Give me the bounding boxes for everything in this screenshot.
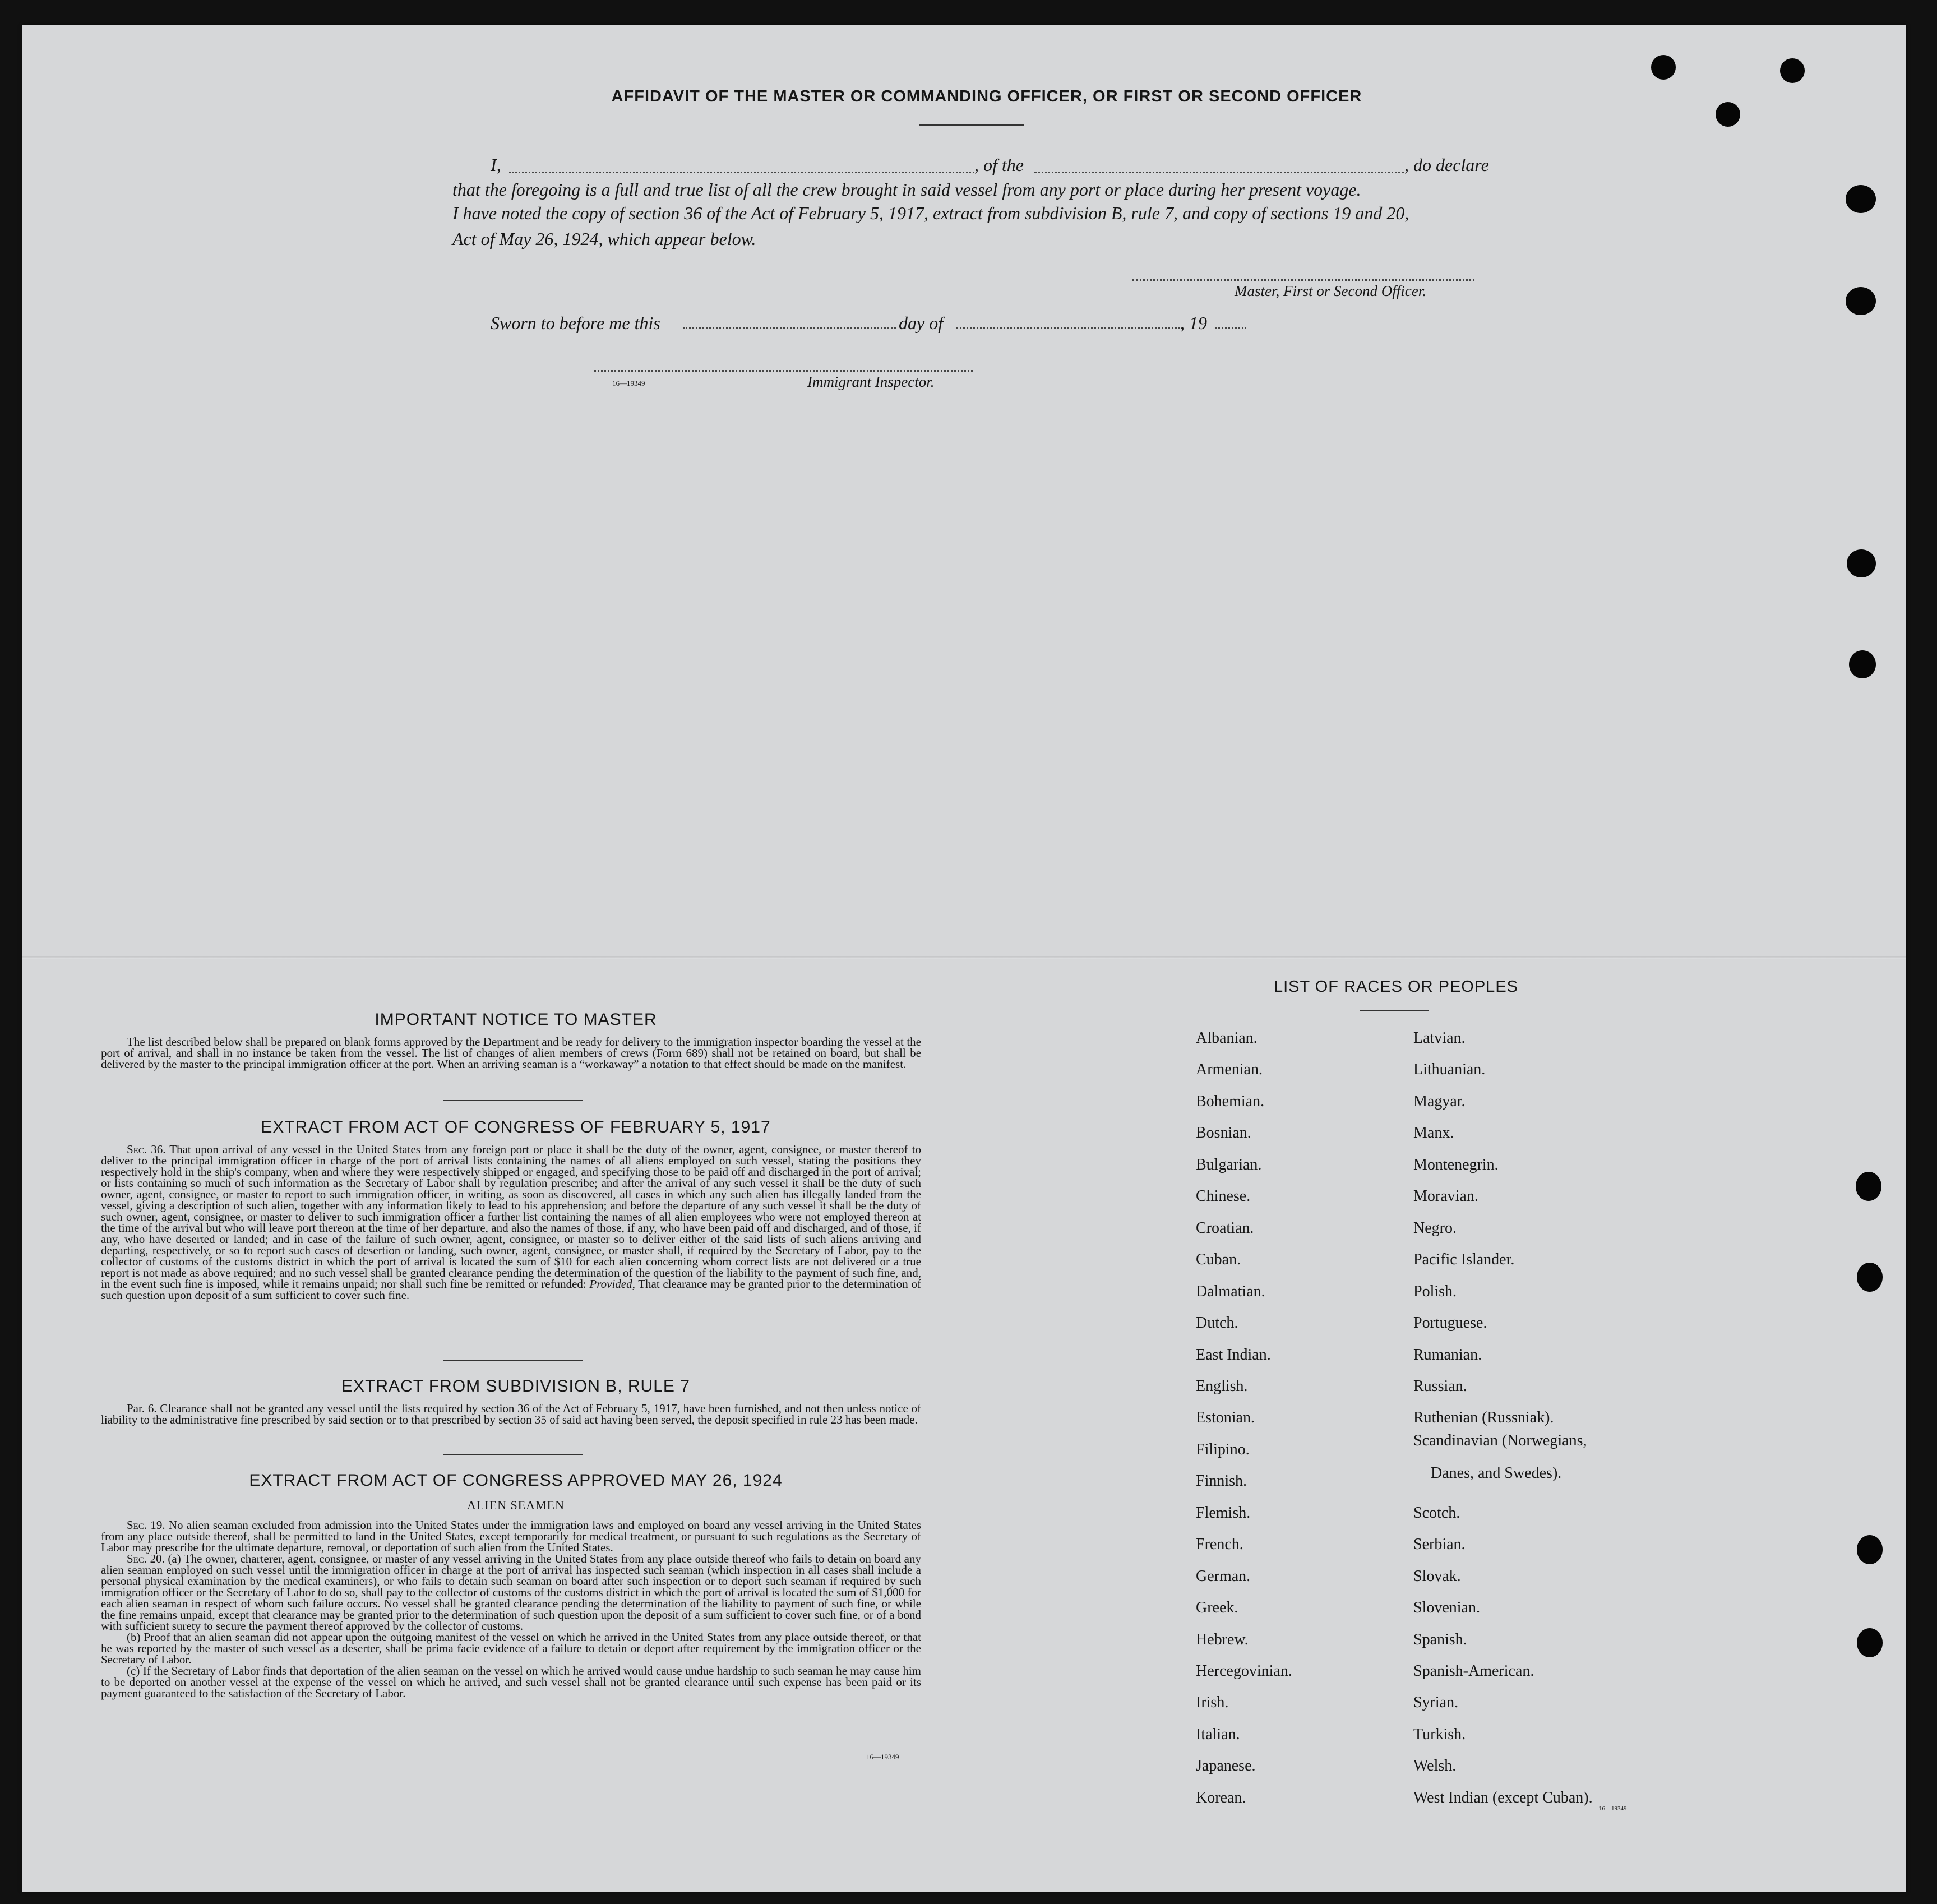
race-item: Spanish. <box>1413 1631 1467 1648</box>
race-item: Armenian. <box>1196 1061 1263 1078</box>
race-item: East Indian. <box>1196 1346 1271 1364</box>
race-item: Portuguese. <box>1413 1314 1487 1332</box>
race-item: Scotch. <box>1413 1504 1460 1522</box>
race-item: Syrian. <box>1413 1694 1459 1711</box>
binder-hole <box>1857 1263 1883 1292</box>
binder-hole <box>1849 650 1876 678</box>
binder-hole <box>1857 1628 1883 1657</box>
extract-1917-title: EXTRACT FROM ACT OF CONGRESS OF FEBRUARY 5, 1917 <box>261 1118 771 1136</box>
race-item: Magyar. <box>1413 1093 1466 1110</box>
race-item: Estonian. <box>1196 1409 1255 1426</box>
race-item-continuation: Danes, and Swedes). <box>1431 1464 1562 1482</box>
race-item: Serbian. <box>1413 1536 1466 1553</box>
race-item: Polish. <box>1413 1283 1457 1300</box>
race-item: Slovenian. <box>1413 1599 1480 1616</box>
sec-20a-body: (a) The owner, charterer, agent, consignee, or master of any vessel arriving in the United States from any place outside thereof who fails to detain on board any alien seaman employed on such vessel until the immigration officer in charge at the port of arrival has inspected such seaman (which inspection in all cases shall include a personal physical examination by the medical examiners), or who fails to detain such seaman on board after such inspection or to deport such seaman if required by such immigration officer or the Secretary of Labor to do so, shall pay to the collector of customs of the customs district in which the port of arrival is located the sum of $1,000 for each alien seaman in respect of whom such failure occurs. No vessel shall be granted clearance pending the determination of the liability to payment of such fine, or while the fine remains unpaid, except that clearance may be granted prior to the determination of such question upon the deposit of a sum sufficient to cover such fine, or of a bond with sufficient surety to secure the payment thereof approved by the collector of customs. <box>101 1552 921 1633</box>
binder-hole <box>1857 1535 1883 1564</box>
signature-caption: Master, First or Second Officer. <box>1235 283 1426 299</box>
extract-1924-text <box>101 1519 921 1699</box>
race-item: Bohemian. <box>1196 1093 1265 1110</box>
race-item: Pacific Islander. <box>1413 1251 1515 1268</box>
race-item: Albanian. <box>1196 1029 1258 1047</box>
sec-20c-body: (c) If the Secretary of Labor finds that deportation of the alien seaman on the vessel on which he arrived would cause undue hardship to such seaman he may cause him to be deported on another vessel at the expense of the vessel on which he arrived, and such vessel shall not be granted clearance until such expense has been paid or its payment guaranteed to the satisfaction of the Secretary of Labor. <box>101 1664 921 1700</box>
alien-seamen-subtitle: ALIEN SEAMEN <box>467 1498 565 1512</box>
race-item: Korean. <box>1196 1789 1246 1806</box>
provided-word: Provided, <box>589 1277 635 1291</box>
notice-paragraph: The list described below shall be prepared on blank forms approved by the Department and be ready for delivery to the immigration inspector boarding the vessel at the port of arrival, and shall in no instance be taken from the vessel. The list of changes of alien members of crews (Form 689) shall not be retained on board, but shall be delivered by the master to the principal immigration officer at the port. When an arriving seaman is a “workaway” a notation to that effect should be made on the manifest. <box>101 1035 921 1071</box>
race-item: Slovak. <box>1413 1568 1461 1585</box>
extract-1917-text <box>101 1144 921 1301</box>
sworn-year-blank <box>1215 327 1246 329</box>
section-divider <box>443 1454 583 1455</box>
binder-hole <box>1780 58 1805 83</box>
race-item: Negro. <box>1413 1219 1457 1237</box>
notice-text <box>101 1036 921 1070</box>
sec-36-label: Sec. 36. <box>127 1143 166 1156</box>
sworn-year: , 19 <box>1180 313 1207 333</box>
sec-36-end: That clearance may be granted prior to the determination of such question upon deposit of a sum sufficient to cover such fine. <box>101 1277 921 1302</box>
race-item: Croatian. <box>1196 1219 1254 1237</box>
race-item: Irish. <box>1196 1694 1229 1711</box>
affidavit-line-2: that the foregoing is a full and true list of all the crew brought in said vessel from any port or place during her present voyage. <box>452 179 1361 200</box>
race-item: German. <box>1196 1568 1251 1585</box>
affidavit-of-the-label: , of the <box>974 155 1024 175</box>
race-item: Flemish. <box>1196 1504 1251 1522</box>
binder-hole <box>1846 185 1876 213</box>
sworn-day-of: day of <box>899 313 944 333</box>
affidavit-line-3: I have noted the copy of section 36 of the Act of February 5, 1917, extract from subdivision B, rule 7, and copy of sections 19 and 20, <box>452 203 1409 223</box>
form-number: 16—19349 <box>866 1753 899 1761</box>
race-item: Manx. <box>1413 1124 1454 1142</box>
binder-hole <box>1847 549 1876 577</box>
race-item: Montenegrin. <box>1413 1156 1499 1173</box>
race-item: Italian. <box>1196 1726 1240 1743</box>
rule-7-text <box>101 1403 921 1425</box>
affidavit-i-label: I, <box>491 155 501 175</box>
race-item: Dutch. <box>1196 1314 1238 1332</box>
race-item: Moravian. <box>1413 1187 1478 1205</box>
race-item: English. <box>1196 1378 1248 1395</box>
name-blank <box>509 172 974 173</box>
race-item: Ruthenian (Russniak). <box>1413 1409 1554 1426</box>
race-item: Welsh. <box>1413 1757 1457 1774</box>
binder-hole <box>1716 102 1740 127</box>
race-item: Bosnian. <box>1196 1124 1251 1142</box>
inspector-signature-line <box>594 370 973 372</box>
race-item: French. <box>1196 1536 1243 1553</box>
race-item: Rumanian. <box>1413 1346 1482 1364</box>
sec-20-label: Sec. 20. <box>127 1552 165 1565</box>
race-item: Chinese. <box>1196 1187 1251 1205</box>
race-item: Filipino. <box>1196 1441 1250 1458</box>
race-item: Bulgarian. <box>1196 1156 1262 1173</box>
inspector-caption: Immigrant Inspector. <box>807 373 935 390</box>
sec-36-body: That upon arrival of any vessel in the United States from any foreign port or place it shall be the duty of the owner, agent, consignee, or master thereof to deliver to the principal immigration officer in charge of the port of arrival lists containing the names of all aliens employed on such vessel, stating the positions they respectively hold in the ship's company, when and where they were respectively shipped or engaged, and specifying those to be paid off and discharged in the port of arrival; or lists containing so much of such information as the Secretary of Labor shall by regulation prescribe; and after the arrival of any such vessel it shall be the duty of such owner, agent, consignee, or master to report to such immigration officer, in writing, as soon as discovered, all cases in which any such alien has illegally landed from the vessel, giving a description of such alien, together with any information likely to lead to his apprehension; and before the departure of any such vessel it shall be the duty of such owner, agent, consignee, or master to deliver to such immigration officer a further list containing the names of all alien employees who were not employed thereon at the time of the arrival but who will leave port thereon at the time of her departure, and also the names of those, if any, who have been paid off and discharged, and of those, if any, who have deserted or landed; and in case of the failure of such owner, agent, consignee, or master so to deliver either of the said lists of such aliens arriving and departing, respectively, or so to report such cases of desertion or landing, such owner, agent, consignee, or master shall, if required by the Secretary of Labor, pay to the collector of customs of the customs district in which the port of arrival is located the sum of $10 for each alien concerning whom correct lists are not delivered or a true report is not made as above required; and no such vessel shall be granted clearance pending the determination of the question of the liability to the payment of such fine, and, in the event such fine is imposed, while it remains unpaid; nor shall such fine be remitted or refunded: <box>101 1143 921 1291</box>
race-item: West Indian (except Cuban). <box>1413 1789 1593 1806</box>
title-underline <box>919 124 1024 126</box>
form-number: 16—19349 <box>612 379 645 387</box>
extract-1924-title: EXTRACT FROM ACT OF CONGRESS APPROVED MAY 26, 1924 <box>249 1471 783 1490</box>
race-item: Hercegovinian. <box>1196 1662 1292 1680</box>
affidavit-declare-label: , do declare <box>1404 155 1489 175</box>
race-item: Dalmatian. <box>1196 1283 1265 1300</box>
race-item: Cuban. <box>1196 1251 1241 1268</box>
notice-title: IMPORTANT NOTICE TO MASTER <box>375 1010 657 1029</box>
vessel-blank <box>1034 172 1404 173</box>
races-title-underline <box>1360 1010 1429 1011</box>
form-number: 16—19349 <box>1599 1805 1627 1812</box>
binder-hole <box>1846 287 1876 315</box>
sworn-day-blank <box>683 327 896 329</box>
sworn-prefix: Sworn to before me this <box>491 313 660 333</box>
binder-hole <box>1651 55 1676 80</box>
race-item: Spanish-American. <box>1413 1662 1534 1680</box>
affidavit-title: AFFIDAVIT OF THE MASTER OR COMMANDING OFFICER, OR FIRST OR SECOND OFFICER <box>611 87 1362 105</box>
rule-7-paragraph: Par. 6. Clearance shall not be granted any vessel until the lists required by section 36 of the Act of February 5, 1917, have been furnished, and not then unless notice of liability to the administrative fine prescribed by said section or to that prescribed by section 35 of said act having been served, the deposit specified in rule 23 has been made. <box>101 1402 921 1426</box>
sworn-month-blank <box>956 327 1180 329</box>
race-item: Latvian. <box>1413 1029 1466 1047</box>
affidavit-line-4: Act of May 26, 1924, which appear below. <box>452 229 756 249</box>
section-divider <box>443 1100 583 1101</box>
race-item: Russian. <box>1413 1378 1467 1395</box>
race-item: Hebrew. <box>1196 1631 1249 1648</box>
race-item: Lithuanian. <box>1413 1061 1486 1078</box>
sec-19-body: No alien seaman excluded from admission into the United States under the immigration laws and employed on board any vessel arriving in the United States from any place outside thereof, shall be permitted to land in the United States, except temporarily for medical treatment, or pursuant to such regulations as the Secretary of Labor may prescribe for the ultimate departure, removal, or deportation of such alien from the United States. <box>101 1518 922 1554</box>
race-item: Greek. <box>1196 1599 1238 1616</box>
race-item: Turkish. <box>1413 1726 1466 1743</box>
races-title: LIST OF RACES OR PEOPLES <box>1273 978 1519 996</box>
paper-fold <box>22 956 1906 959</box>
race-item: Finnish. <box>1196 1472 1247 1490</box>
rule-7-title: EXTRACT FROM SUBDIVISION B, RULE 7 <box>341 1377 690 1395</box>
race-item: Japanese. <box>1196 1757 1256 1774</box>
race-item: Scandinavian (Norwegians, <box>1413 1432 1587 1449</box>
sec-19-label: Sec. 19. <box>127 1518 165 1532</box>
sec-20b-body: (b) Proof that an alien seaman did not appear upon the outgoing manifest of the vessel on which he arrived in the United States from any place outside thereof, or that he was reported by the master of such vessel as a deserter, shall be prima facie evidence of a failure to detain or deport after requirement by the immigration officer or the Secretary of Labor. <box>101 1630 921 1666</box>
binder-hole <box>1856 1172 1881 1201</box>
signature-line <box>1132 279 1474 281</box>
section-divider <box>443 1360 583 1361</box>
